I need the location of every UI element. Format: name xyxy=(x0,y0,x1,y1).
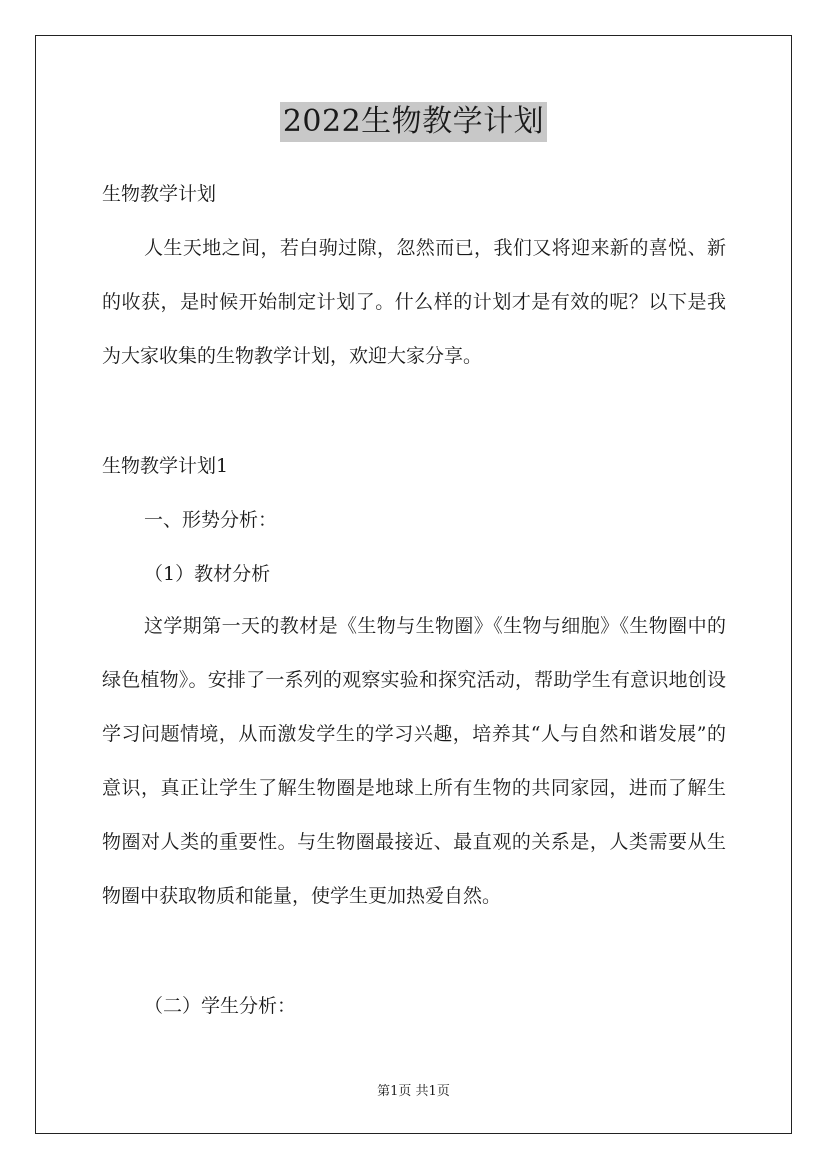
material-analysis-paragraph: 这学期第一天的教材是《生物与生物圈》《生物与细胞》《生物圈中的绿色植物》。安排了一系列的观察实验和探究活动，帮助学生有意识地创设学习问题情境，从而激发学生的学习兴趣，培养其“人与自然和谐发展”的意识，真正让学生了解生物圈是地球上所有生物的共同家园，进而了解生物圈对人类的重要性。与生物圈最接近、最直观的关系是，人类需要从生物圈中获取物质和能量，使学生更加热爱自然。 xyxy=(102,615,726,907)
document-subtitle: 生物教学计划 xyxy=(102,183,217,205)
heading-material-analysis: （1）教材分析 xyxy=(144,563,271,585)
heading-student-analysis: （二）学生分析： xyxy=(144,995,297,1017)
page-footer: 第1页 共1页 xyxy=(377,1084,450,1099)
heading-situation-analysis: 一、形势分析： xyxy=(144,509,278,531)
section-heading-plan-1: 生物教学计划1 xyxy=(102,455,229,477)
intro-paragraph: 人生天地之间，若白驹过隙，忽然而已，我们又将迎来新的喜悦、新的收获，是时候开始制定计划了。什么样的计划才是有效的呢？以下是我为大家收集的生物教学计划，欢迎大家分享。 xyxy=(102,237,726,367)
document-title: 2022生物教学计划 xyxy=(280,102,547,142)
title-container xyxy=(0,102,827,142)
